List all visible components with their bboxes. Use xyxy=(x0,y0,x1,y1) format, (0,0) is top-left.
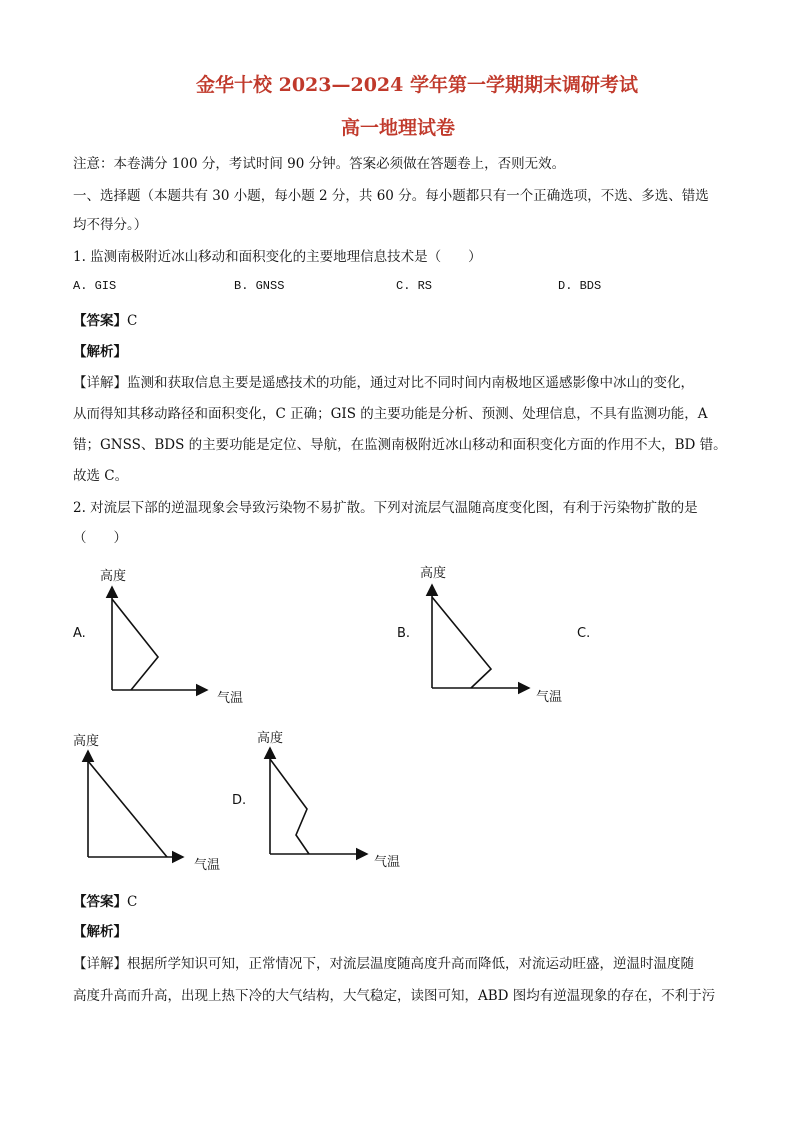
q2-detail-line: 【详解】根据所学知识可知，正常情况下，对流层温度随高度升高而降低，对流运动旺盛，逆温时温度随 xyxy=(73,956,694,972)
diagram-b xyxy=(397,565,562,705)
notice-text: 注意：本卷满分 100 分，考试时间 90 分钟。答案必须做在答题卷上，否则无效。 xyxy=(73,156,566,172)
axis-x-label: 气温 xyxy=(374,855,401,870)
question-1-stem: 1. 监测南极附近冰山移动和面积变化的主要地理信息技术是（ ） xyxy=(73,249,482,265)
diagram-d xyxy=(232,730,400,870)
q2-answer xyxy=(73,890,137,910)
q1-option-a: A. GIS xyxy=(73,279,117,293)
temperature-curve xyxy=(88,761,167,857)
temperature-curve xyxy=(270,759,309,854)
diagram-c xyxy=(73,733,220,873)
answer-value: C xyxy=(127,313,138,329)
axis-x-label: 气温 xyxy=(536,690,563,705)
q1-option-c: C. RS xyxy=(396,279,433,293)
q1-detail-line: 错；GNSS、BDS 的主要功能是定位、导航，在监测南极附近冰山移动和面积变化方面的作用不大，BD 错。 xyxy=(73,437,727,453)
option-a-label: A. xyxy=(73,626,86,641)
option-c-label: C. xyxy=(577,626,591,641)
q1-detail-line: 【详解】监测和获取信息主要是遥感技术的功能，通过对比不同时间内南极地区遥感影像中冰山的变化， xyxy=(73,375,694,391)
q2-diagrams xyxy=(0,555,794,895)
q1-option-b: B. GNSS xyxy=(234,279,285,293)
axis-y-label: 高度 xyxy=(100,569,127,584)
axis-x-label: 气温 xyxy=(194,858,221,873)
section-instructions-cont: 均不得分。） xyxy=(73,217,148,233)
exam-subtitle: 高一地理试卷 xyxy=(341,117,456,139)
q1-detail-line: 从而得知其移动路径和面积变化，C 正确；GIS 的主要功能是分析、预测、处理信息，不具有监测功能，A xyxy=(73,406,708,422)
axis-x-label: 气温 xyxy=(217,691,244,706)
q2-detail-line: 高度升高而升高，出现上热下冷的大气结构，大气稳定，读图可知，ABD 图均有逆温现象的存在，不利于污 xyxy=(73,988,716,1004)
temperature-curve xyxy=(112,599,158,690)
section-instructions: 一、选择题（本题共有 30 小题，每小题 2 分，共 60 分。每小题都只有一个正确选项，不选、多选、错选 xyxy=(73,188,709,204)
question-2-stem-cont: （ ） xyxy=(73,530,127,546)
q1-detail-line: 故选 C。 xyxy=(73,468,129,484)
q1-option-d: D. BDS xyxy=(558,279,602,293)
option-d-label: D. xyxy=(232,793,247,808)
answer-value: C xyxy=(127,894,138,910)
answer-tag: 【答案】 xyxy=(73,894,127,910)
diagram-a xyxy=(73,568,243,706)
axis-y-label: 高度 xyxy=(257,731,284,746)
q1-analysis-tag: 【解析】 xyxy=(73,344,127,360)
answer-tag: 【答案】 xyxy=(73,313,127,329)
axis-y-label: 高度 xyxy=(73,734,100,749)
exam-title: 金华十校 2023—2024 学年第一学期期末调研考试 xyxy=(196,74,638,96)
option-b-label: B. xyxy=(397,626,411,641)
question-2-stem: 2. 对流层下部的逆温现象会导致污染物不易扩散。下列对流层气温随高度变化图，有利于污染物扩散的是 xyxy=(73,500,698,516)
q2-analysis-tag: 【解析】 xyxy=(73,924,127,940)
axis-y-label: 高度 xyxy=(420,566,447,581)
q1-answer xyxy=(73,309,137,329)
temperature-curve xyxy=(432,597,491,688)
